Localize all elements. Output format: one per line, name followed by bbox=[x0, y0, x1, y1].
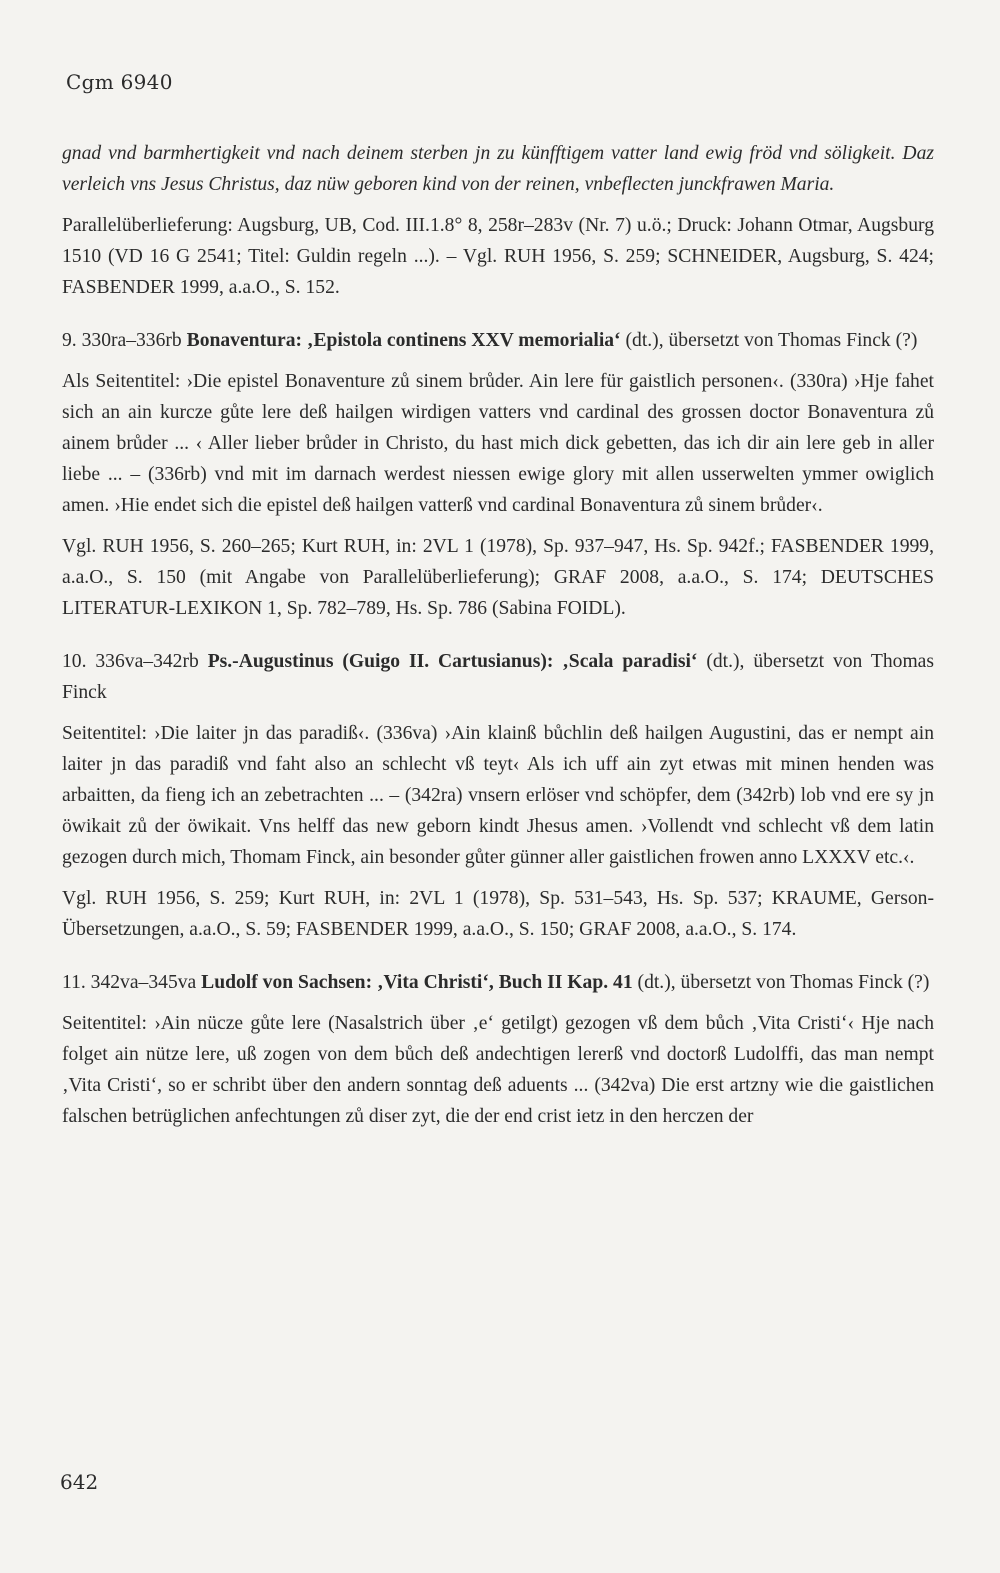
entry-9-bibliography: Vgl. RUH 1956, S. 260–265; Kurt RUH, in: 2VL 1 (1978), Sp. 937–947, Hs. Sp. 942f.; FASBENDER 1999, a.a.O., S. 150 (mit Angabe von Parallelüberlieferung); GRAF 2008, a.a.O., S. 174; DEUTSCHES LITERATUR-LEXIKON 1, Sp. 782–789, Hs. Sp. 786 (Sabina FOIDL). bbox=[62, 536, 934, 619]
entry-10-heading bbox=[62, 646, 934, 708]
entry-11-title: Ludolf von Sachsen: ‚Vita Christi‘, Buch II Kap. 41 bbox=[201, 972, 633, 993]
entry-11-text: Seitentitel: ›Ain nücze gůte lere (Nasalstrich über ‚e‘ getilgt) gezogen vß dem bůch ‚Vita Cristi‘‹ Hje nach folget ain nütze lere, uß zogen von dem bůch deß andechtigen lererß vnd doctorß Ludolffi, das man nempt ‚Vita Cristi‘, so er schribt über den andern sonntag deß aduents ... (342va) Die erst artzny wie die gaistlichen falschen betrüglichen anfechtungen zů diser zyt, die der end crist ietz in den herczen der bbox=[62, 1013, 934, 1127]
entry-9-number: 9. 330ra–336rb bbox=[62, 330, 182, 351]
entry-9-title: Bonaventura: ‚Epistola continens XXV memorialia‘ bbox=[186, 330, 621, 351]
entry-9-text: Als Seitentitel: ›Die epistel Bonaventure zů sinem brůder. Ain lere für gaistlich personen‹. (330ra) ›Hje fahet sich an ain kurcze gůte lere deß hailgen wirdigen vatters vnd cardinal des grossen doctor Bonaventura zů ainem brůder ... ‹ Aller lieber brůder in Christo, du hast mich dick gebetten, das ich dir ain lere geb in aller liebe ... – (336rb) vnd mit im darnach werdest niessen ewige glory mit allen usserwelten ymmer owiglich amen. ›Hie endet sich die epistel deß hailgen vatterß vnd cardinal Bonaventura zů sinem brůder‹. bbox=[62, 371, 934, 516]
entry-10-number: 10. 336va–342rb bbox=[62, 651, 199, 672]
intro-text: gnad vnd barmhertigkeit vnd nach deinem sterben jn zu künfftigem vatter land ewig fröd vnd söligkeit. Daz verleich vns Jesus Christus, daz nüw geboren kind von der reinen, vnbeflecten junckfrawen Maria. bbox=[62, 143, 934, 195]
entry-11-heading bbox=[62, 967, 934, 998]
entry-11-number: 11. 342va–345va bbox=[62, 972, 197, 993]
page-body bbox=[62, 138, 934, 1132]
intro-bibliography: Parallelüberlieferung: Augsburg, UB, Cod. III.1.8° 8, 258r–283v (Nr. 7) u.ö.; Druck: Johann Otmar, Augsburg 1510 (VD 16 G 2541; Titel: Guldin regeln ...). – Vgl. RUH 1956, S. 259; SCHNEIDER, Augsburg, S. 424; FASBENDER 1999, a.a.O., S. 152. bbox=[62, 215, 934, 298]
page-number: 642 bbox=[60, 1470, 99, 1494]
entry-9-heading bbox=[62, 325, 934, 356]
entry-9-subtitle: (dt.), übersetzt von Thomas Finck (?) bbox=[625, 330, 918, 351]
entry-10-bibliography: Vgl. RUH 1956, S. 259; Kurt RUH, in: 2VL 1 (1978), Sp. 531–543, Hs. Sp. 537; KRAUME, Gerson-Übersetzungen, a.a.O., S. 59; FASBENDER 1999, a.a.O., S. 150; GRAF 2008, a.a.O., S. 174. bbox=[62, 888, 934, 940]
entry-10-title: Ps.-Augustinus (Guigo II. Cartusianus): ‚Scala paradisi‘ bbox=[207, 651, 698, 672]
running-head: Cgm 6940 bbox=[66, 70, 173, 94]
entry-11-subtitle: (dt.), übersetzt von Thomas Finck (?) bbox=[637, 972, 930, 993]
entry-10-text: Seitentitel: ›Die laiter jn das paradiß‹. (336va) ›Ain klainß bůchlin deß hailgen Augustini, das er nempt ain laiter jn das paradiß vnd faht also an schlecht vß teyt‹ Als ich uff ain zyt etwas mit minen henden was arbaitten, da fieng ich an zebetrachten ... – (342ra) vnsern erlöser vnd schöpfer, dem (342rb) lob vnd ere sy jn öwikait zů der öwikait. Vns helff das new geborn kindt Jhesus amen. ›Vollendt vnd schlecht vß dem latin gezogen durch mich, Thomam Finck, ain besonder gůter günner aller gaistlichen frowen anno LXXXV etc.‹. bbox=[62, 723, 934, 868]
entry-10-subtitle: (dt.), übersetzt von Thomas Finck bbox=[62, 651, 935, 703]
